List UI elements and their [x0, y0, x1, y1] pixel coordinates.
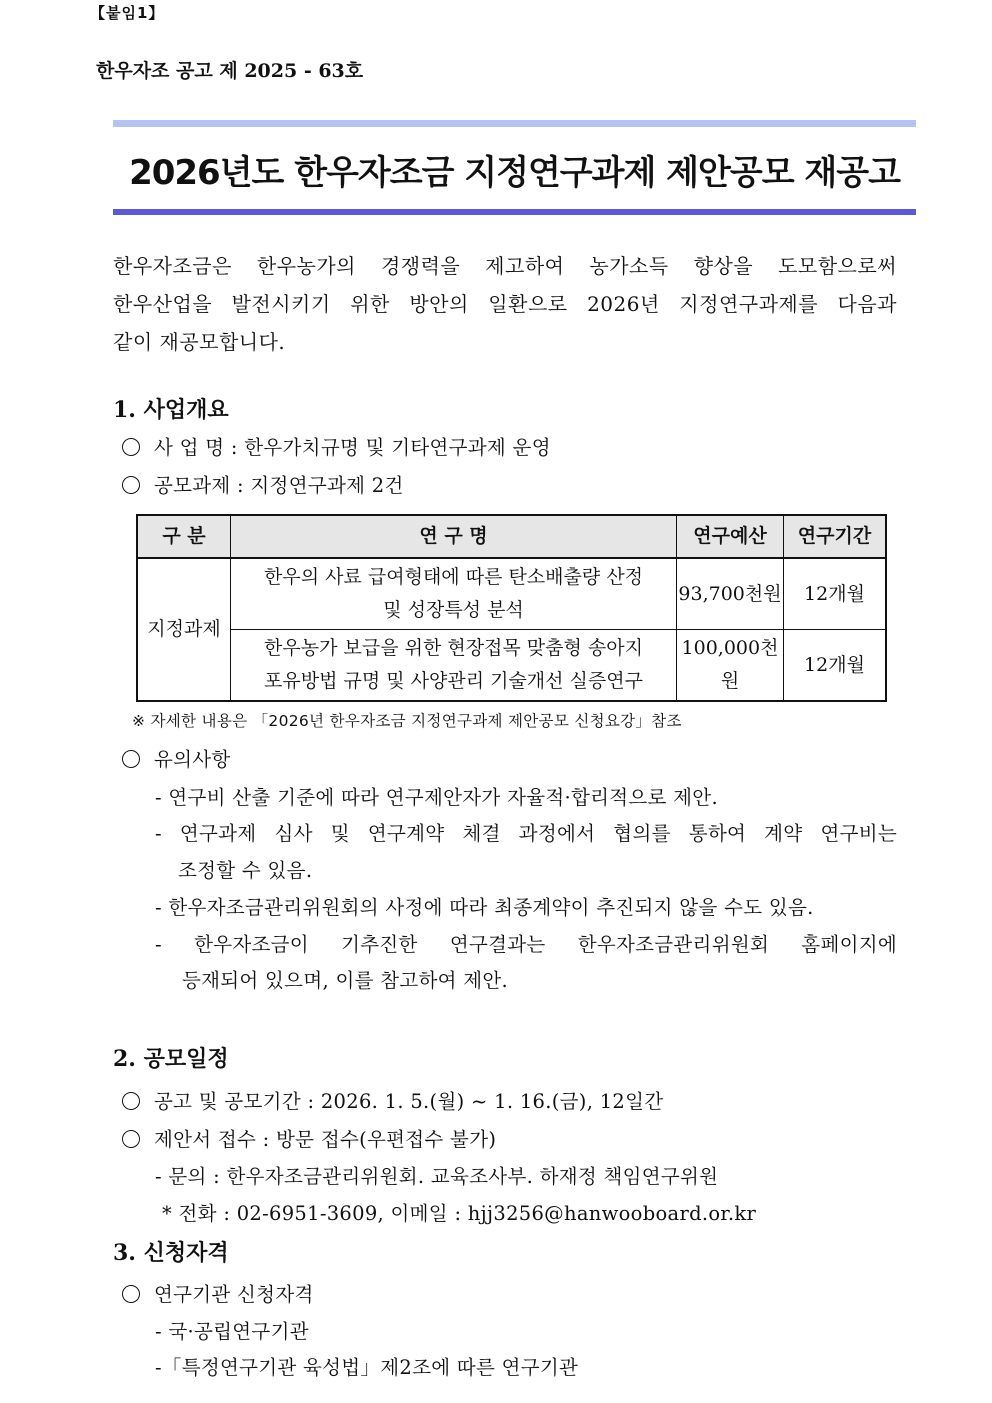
- circle-bullet-icon: [122, 438, 140, 456]
- header-period: 연구기간: [784, 515, 887, 558]
- section1-heading: 1. 사업개요: [113, 397, 229, 423]
- header-budget: 연구예산: [677, 515, 784, 558]
- table-header-row: [137, 515, 886, 558]
- table-note: ※ 자세한 내용은 「2026년 한우자조금 지정연구과제 제안공모 신청요강」참조: [132, 712, 682, 730]
- submission-item: 제안서 접수 : 방문 접수(우편접수 불가): [122, 1124, 496, 1152]
- notice-number: 한우자조 공고 제 2025 - 63호: [96, 60, 364, 82]
- qualification-subitem: - 국·공립연구기관: [155, 1320, 309, 1343]
- research-name-cell: 한우의 사료 급여형태에 따른 탄소배출량 산정 및 성장특성 분석: [231, 558, 677, 630]
- caution-item-cont: 등재되어 있으며, 이를 참고하여 제안.: [182, 969, 509, 992]
- attachment-label: 【붙임1】: [90, 4, 165, 22]
- project-name-item: 사 업 명 : 한우가치규명 및 기타연구과제 운영: [122, 432, 551, 460]
- research-table: [136, 514, 887, 702]
- period-cell: 12개월: [784, 630, 887, 702]
- caution-item: - 한우자조금이 기추진한 연구결과는 한우자조금관리위원회 홈페이지에: [155, 933, 897, 956]
- schedule-period-item: 공고 및 공모기간 : 2026. 1. 5.(월) ~ 1. 16.(금), 12일간: [122, 1086, 663, 1114]
- caution-item: - 연구과제 심사 및 연구계약 체결 과정에서 협의를 통하여 계약 연구비는: [155, 822, 897, 845]
- section2-heading: 2. 공모일정: [113, 1046, 229, 1072]
- budget-cell: 93,700천원: [677, 558, 784, 630]
- caution-item: - 한우자조금관리위원회의 사정에 따라 최종계약이 추진되지 않을 수도 있음.: [155, 896, 814, 919]
- table-row: [137, 630, 886, 702]
- table-row: [137, 558, 886, 630]
- intro-line: 한우자조금은 한우농가의 경쟁력을 제고하여 농가소득 향상을 도모함으로써: [113, 254, 897, 278]
- header-name: 연 구 명: [231, 515, 677, 558]
- circle-bullet-icon: [122, 750, 140, 768]
- research-name-cell: 한우농가 보급을 위한 현장접목 맞춤형 송아지 포유방법 규명 및 사양관리 기술개선 실증연구: [231, 630, 677, 702]
- section3-heading: 3. 신청자격: [113, 1240, 229, 1266]
- header-category: 구 분: [137, 515, 231, 558]
- title-bottom-bar: [113, 209, 916, 215]
- caution-item: - 연구비 산출 기준에 따라 연구제안자가 자율적·합리적으로 제안.: [155, 786, 718, 809]
- page-title: 2026년도 한우자조금 지정연구과제 제안공모 재공고: [129, 153, 900, 193]
- tasks-item: 공모과제 : 지정연구과제 2건: [122, 470, 404, 498]
- caution-heading: 유의사항: [122, 744, 231, 772]
- qualification-subitem: -「특정연구기관 육성법」제2조에 따른 연구기관: [155, 1356, 579, 1379]
- intro-paragraph: [113, 247, 897, 361]
- intro-line: 한우산업을 발전시키기 위한 방안의 일환으로 2026년 지정연구과제를 다음과: [113, 292, 897, 316]
- budget-cell: 100,000천원: [677, 630, 784, 702]
- title-top-bar: [113, 120, 916, 127]
- circle-bullet-icon: [122, 1285, 140, 1303]
- qualification-item: 연구기관 신청자격: [122, 1279, 314, 1307]
- circle-bullet-icon: [122, 1130, 140, 1148]
- period-cell: 12개월: [784, 558, 887, 630]
- circle-bullet-icon: [122, 1092, 140, 1110]
- caution-item-cont: 조정할 수 있음.: [178, 859, 313, 882]
- category-cell: 지정과제: [137, 558, 231, 701]
- intro-line: 같이 재공모합니다.: [113, 330, 286, 354]
- inquiry-item: - 문의 : 한우자조금관리위원회. 교육조사부. 하재정 책임연구위원: [155, 1165, 719, 1188]
- contact-item: * 전화 : 02-6951-3609, 이메일 : hjj3256@hanwooboard.or.kr: [162, 1202, 757, 1225]
- circle-bullet-icon: [122, 476, 140, 494]
